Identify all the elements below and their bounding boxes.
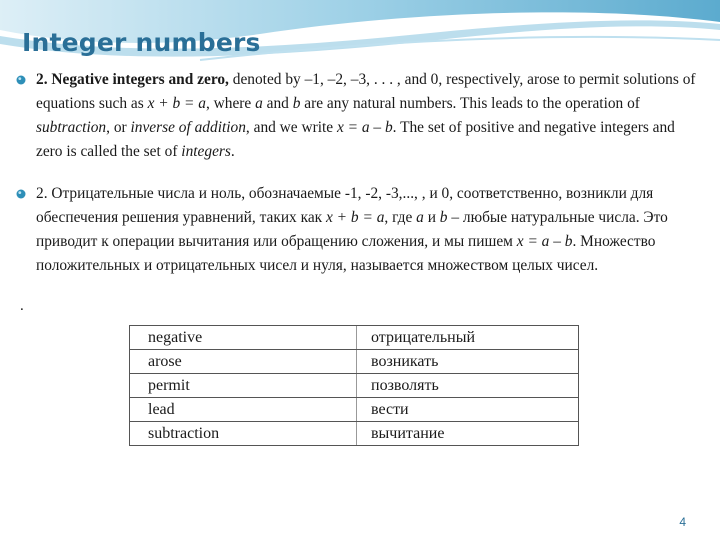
table-row — [130, 398, 579, 422]
equation: x = a – b — [336, 119, 393, 136]
bullet-english-text — [36, 68, 698, 164]
equation: x + b = a — [147, 95, 206, 112]
text-run: , or — [106, 119, 131, 136]
text-run: – любые натуральные числа. Это приводит к операции вычитания или обращению сложения, и мы пишем — [36, 209, 668, 250]
text-run: , where — [205, 95, 256, 112]
table-row — [130, 374, 579, 398]
page-number: 4 — [679, 515, 686, 529]
variable: a — [255, 95, 263, 112]
slide-title: Integer numbers — [22, 28, 261, 57]
text-run: and — [262, 95, 293, 112]
term-english: negative — [130, 326, 357, 350]
variable: a — [416, 209, 424, 226]
term-russian: отрицательный — [357, 326, 579, 350]
term-english: subtraction — [130, 422, 357, 446]
text-run: . The set of positive and negative integers and zero is called the set of — [36, 119, 675, 160]
term: integers — [181, 143, 231, 160]
term-russian: вычитание — [357, 422, 579, 446]
bullet-icon — [16, 75, 26, 85]
text-run: . Множество положительных и отрицательных чисел и нуля, называется множеством целых чисел. — [36, 233, 656, 274]
text-run: 2. Отрицательные числа и ноль, обозначаемые -1, -2, -3,..., , и 0, соответственно, возникли для обеспечения решения уравнений, таких как — [36, 185, 654, 226]
stray-period: . — [20, 298, 24, 314]
bullet-lead: 2. Negative integers and zero, — [36, 71, 229, 88]
term: subtraction — [36, 119, 107, 136]
equation: x + b = a — [326, 209, 385, 226]
term-russian: возникать — [357, 350, 579, 374]
text-run: , and we write — [245, 119, 337, 136]
bullet-russian-text — [36, 182, 698, 278]
variable: b — [292, 95, 301, 112]
table-row — [130, 326, 579, 350]
table-row — [130, 422, 579, 446]
bullet-icon — [16, 189, 26, 199]
variable: b — [439, 209, 448, 226]
text-run: , где — [384, 209, 417, 226]
term-english: permit — [130, 374, 357, 398]
term-english: arose — [130, 350, 357, 374]
term-russian: вести — [357, 398, 579, 422]
equation: x = a – b — [516, 233, 573, 250]
bullet-english — [16, 68, 698, 164]
term-english: lead — [130, 398, 357, 422]
term: inverse of addition — [130, 119, 246, 136]
bullet-russian — [16, 182, 698, 278]
table-row — [130, 350, 579, 374]
text-run: are any natural numbers. This leads to the operation of — [300, 95, 640, 112]
vocabulary-table — [129, 325, 579, 446]
term-russian: позволять — [357, 374, 579, 398]
text-run: . — [230, 143, 235, 160]
text-run: и — [423, 209, 440, 226]
text-run: denoted by –1, –2, –3, . . . , and 0, respectively, arose to permit solutions of equations such as — [36, 71, 696, 112]
